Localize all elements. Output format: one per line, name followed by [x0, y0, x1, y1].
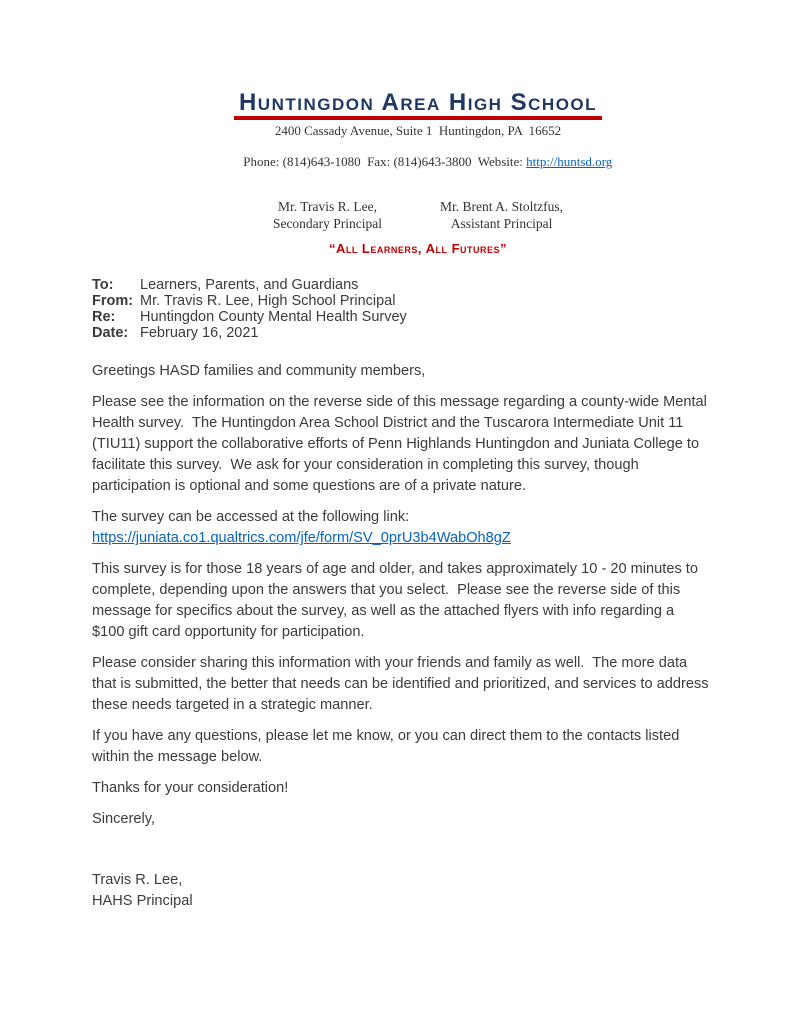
closing-line: Sincerely,: [92, 811, 155, 828]
paragraph-questions: If you have any questions, please let me know, or you can direct them to the contacts listed within the message below.: [92, 728, 684, 766]
paragraph-survey-overview: Please see the information on the reverse side of this message regarding a county-wide Mental Health survey. The Huntingdon Area School District and the Tuscarora Intermediate Unit 11 (TIU11) support the collaborative efforts of Penn Highlands Huntingdon and Juniata College to facilitate this survey. We ask for your consideration in completing this survey, though participation is optional and some questions are of a private nature.: [92, 394, 711, 495]
principal-title: Assistant Principal: [450, 216, 553, 232]
school-contact-line: [92, 139, 744, 184]
principal-secondary: [273, 198, 382, 232]
phone-fax-text: Phone: (814)643-1080 Fax: (814)643-3800 Website:: [243, 154, 527, 170]
memo-label: Date:: [92, 325, 129, 342]
school-motto: “All Learners, All Futures”: [328, 241, 508, 257]
memo-value: Huntingdon County Mental Health Survey: [140, 309, 407, 326]
principals-row: [92, 198, 744, 232]
memo-label: Re:: [92, 309, 116, 326]
school-address: 2400 Cassady Avenue, Suite 1 Huntingdon, PA 16652: [274, 123, 562, 139]
memo-header: [92, 277, 791, 341]
paragraph-share-info: Please consider sharing this information with your friends and family as well. The more data that is submitted, the better that needs can be identified and prioritized, and services to address these needs targeted in a strategic manner.: [92, 655, 713, 714]
memo-label: From:: [92, 293, 134, 310]
school-name-title-wrap: [92, 90, 744, 120]
thanks-line: Thanks for your consideration!: [92, 780, 289, 797]
memo-row-date: [92, 325, 791, 341]
principal-assistant: [440, 198, 563, 232]
paragraph-survey-details: This survey is for those 18 years of age and older, and takes approximately 10 - 20 minutes to complete, depending upon the answers that you select. Please see the reverse side of this message for specifics about the survey, as well as the attached flyers with info regarding a $100 gift card opportunity for participation.: [92, 561, 703, 641]
memo-row-from: [92, 293, 791, 309]
paragraph-survey-link: [92, 507, 710, 549]
signature-title: HAHS Principal: [92, 893, 193, 910]
principal-name: Mr. Brent A. Stoltzfus,: [440, 199, 564, 215]
memo-row-re: [92, 309, 791, 325]
principal-name: Mr. Travis R. Lee,: [277, 199, 377, 215]
memo-value: Learners, Parents, and Guardians: [140, 277, 359, 294]
principal-title: Secondary Principal: [272, 216, 383, 232]
memo-label: To:: [92, 277, 114, 294]
survey-link[interactable]: https://juniata.co1.qualtrics.com/jfe/form/SV_0prU3b4WabOh8gZ: [92, 530, 511, 547]
memo-value: February 16, 2021: [140, 325, 259, 342]
greeting-line: Greetings HASD families and community members,: [92, 363, 426, 380]
letter-body: [92, 361, 713, 912]
school-name-title: Huntingdon Area High School: [234, 90, 602, 120]
link-intro-text: The survey can be accessed at the following link:: [92, 509, 410, 526]
school-website-link[interactable]: http://huntsd.org: [526, 154, 613, 170]
signature-name: Travis R. Lee,: [92, 872, 183, 889]
memo-row-to: [92, 277, 791, 293]
memo-value: Mr. Travis R. Lee, High School Principal: [140, 293, 396, 310]
letterhead: [92, 90, 744, 256]
